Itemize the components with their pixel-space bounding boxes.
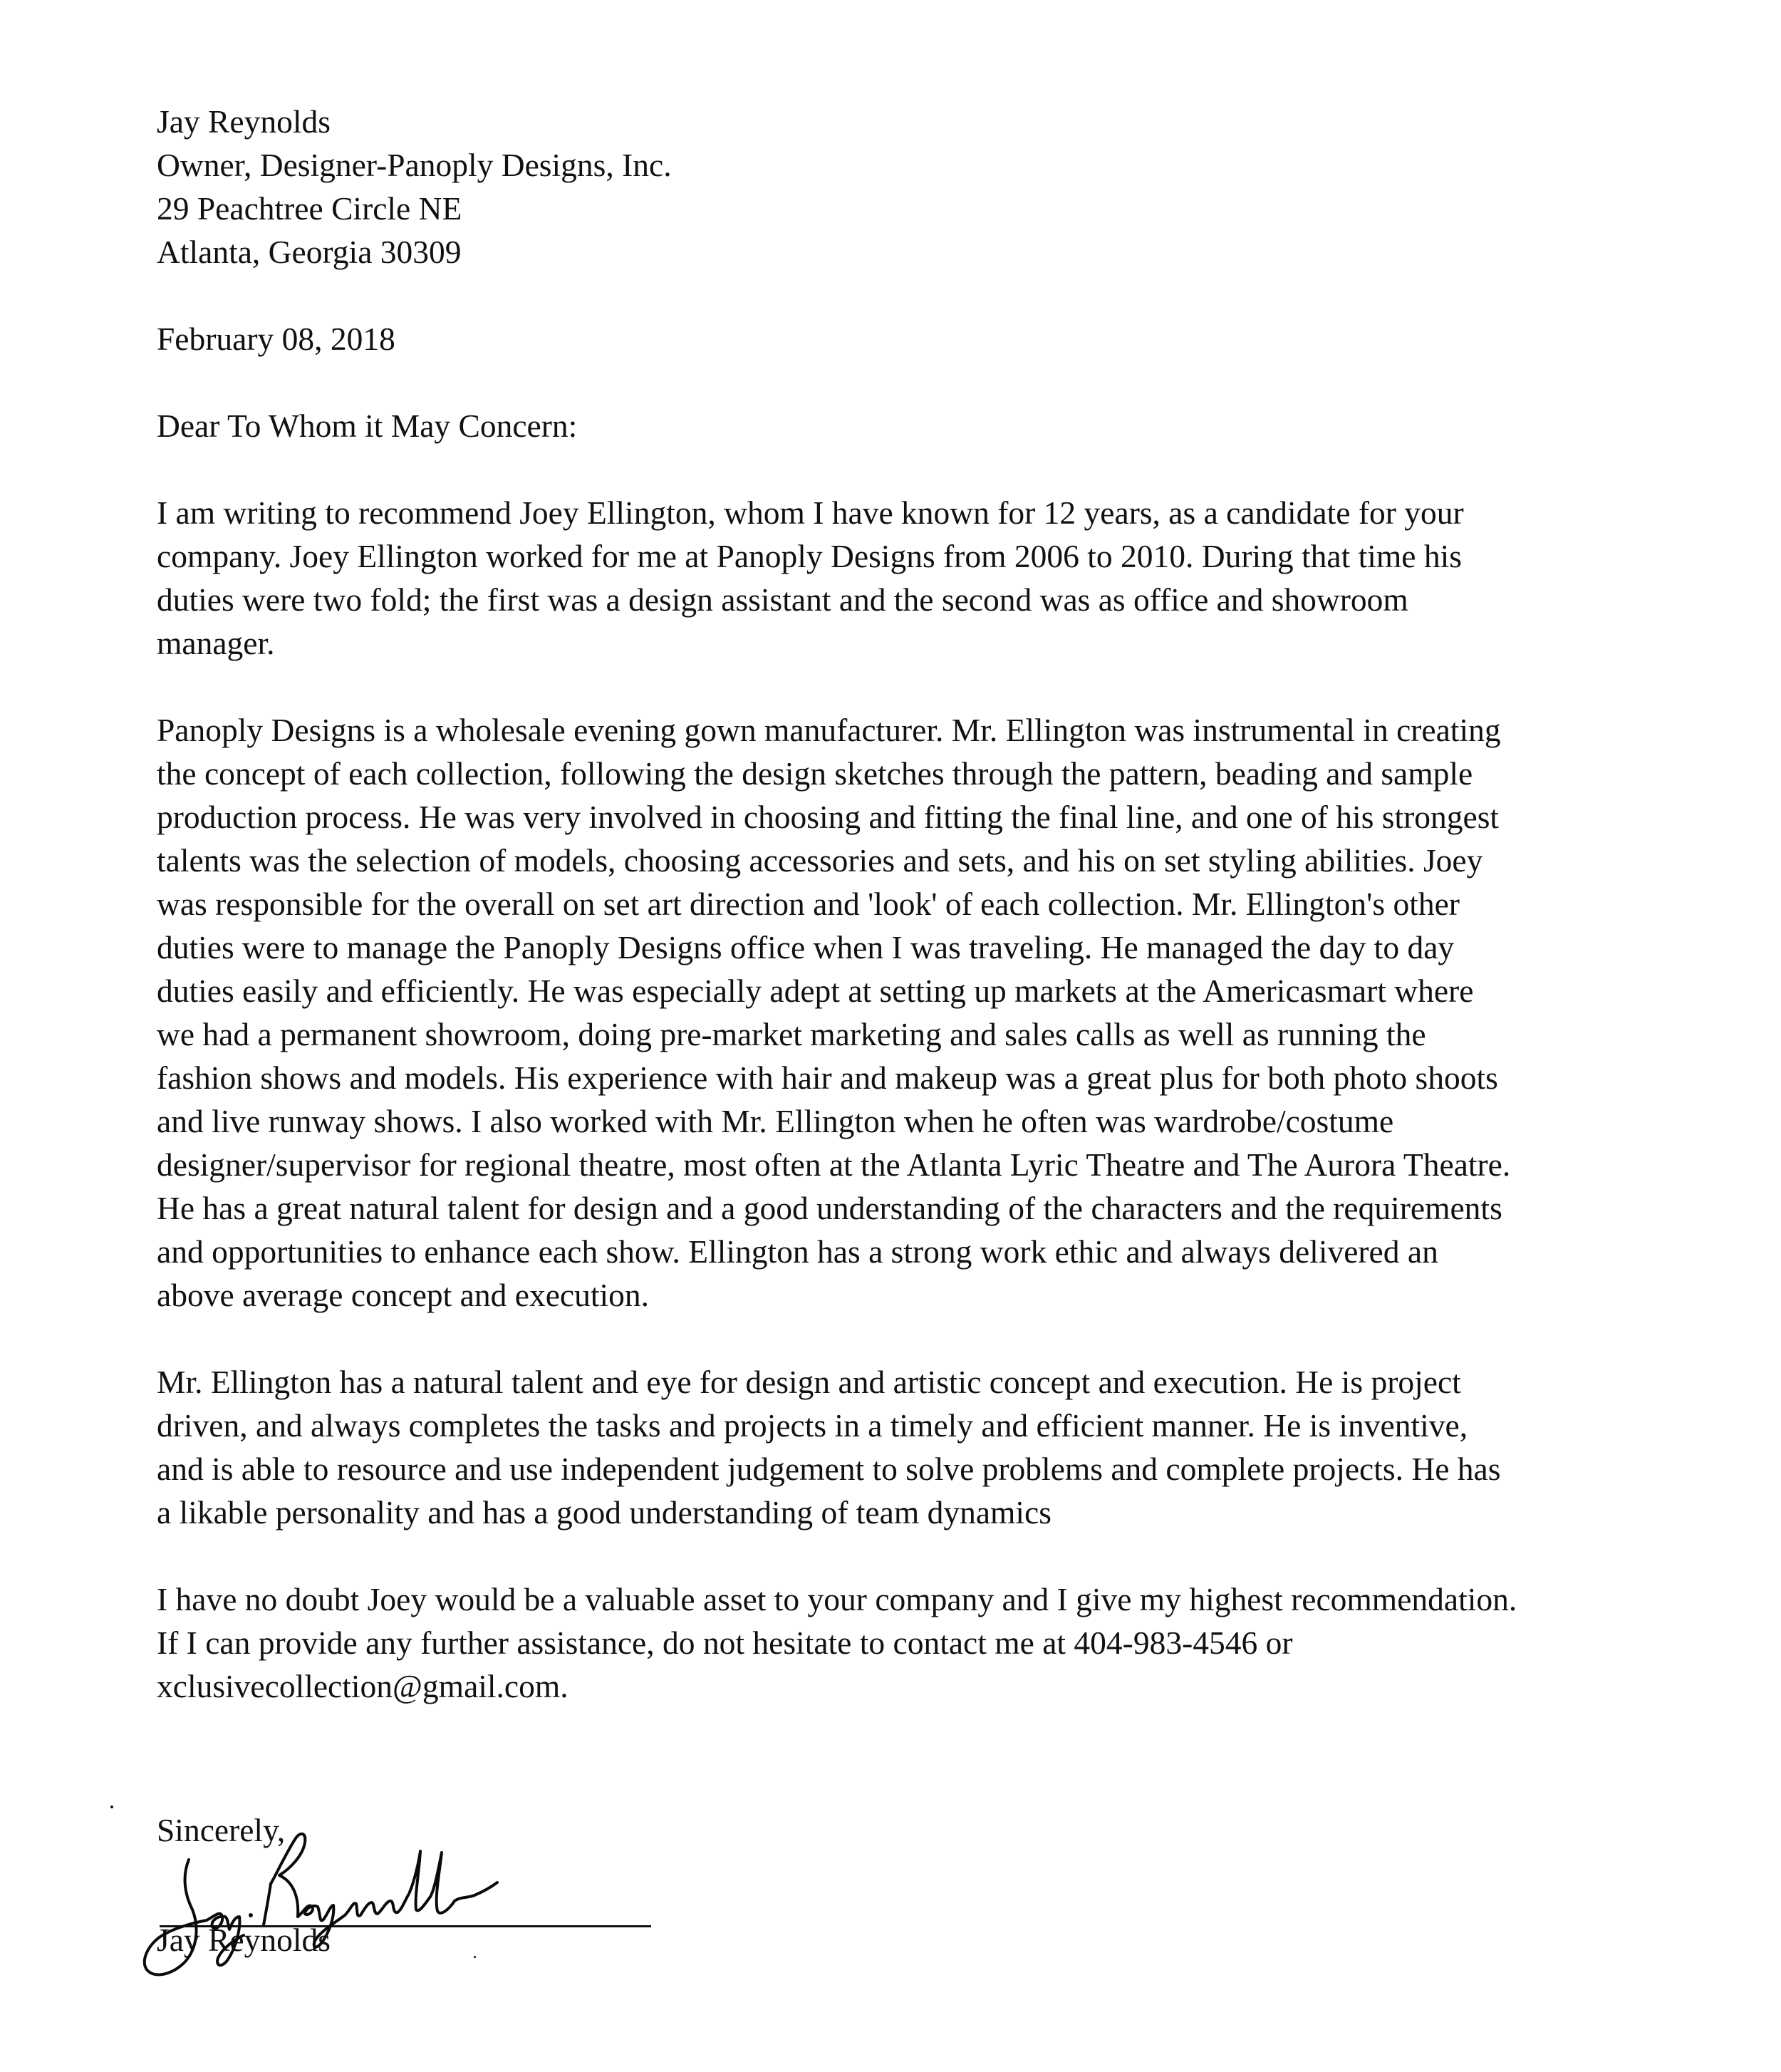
paragraph-line: I am writing to recommend Joey Ellington, whom I have known for 12 years, as a candidate for your bbox=[157, 494, 1464, 531]
paragraph-line: and live runway shows. I also worked with Mr. Ellington when he often was wardrobe/costume bbox=[157, 1103, 1394, 1139]
paragraph-3 bbox=[157, 1360, 1639, 1534]
sender-block bbox=[157, 100, 1639, 274]
paragraph-line: driven, and always completes the tasks and projects in a timely and efficient manner. He is inventive, bbox=[157, 1407, 1468, 1444]
paragraph-line: duties were two fold; the first was a design assistant and the second was as office and showroom bbox=[157, 581, 1408, 618]
stray-dot bbox=[110, 1806, 113, 1808]
paragraph-line: talents was the selection of models, choosing accessories and sets, and his on set styling abilities. Joey bbox=[157, 842, 1483, 879]
paragraph-2 bbox=[157, 708, 1639, 1317]
paragraph-line: and is able to resource and use independent judgement to solve problems and complete projects. He has bbox=[157, 1451, 1501, 1487]
paragraph-line: If I can provide any further assistance, do not hesitate to contact me at 404-983-4546 or bbox=[157, 1625, 1293, 1661]
paragraph-line: fashion shows and models. His experience with hair and makeup was a great plus for both photo shoots bbox=[157, 1060, 1498, 1096]
paragraph-line: was responsible for the overall on set art direction and 'look' of each collection. Mr. Ellington's other bbox=[157, 886, 1460, 922]
paragraph-line: designer/supervisor for regional theatre, most often at the Atlanta Lyric Theatre and The Aurora Theatre. bbox=[157, 1146, 1511, 1183]
paragraph-line: we had a permanent showroom, doing pre-market marketing and sales calls as well as running the bbox=[157, 1016, 1426, 1052]
sender-city: Atlanta, Georgia 30309 bbox=[157, 234, 462, 270]
paragraph-line: and opportunities to enhance each show. Ellington has a strong work ethic and always delivered an bbox=[157, 1233, 1438, 1270]
paragraph-line: above average concept and execution. bbox=[157, 1277, 649, 1313]
paragraph-line: the concept of each collection, following the design sketches through the pattern, beading and sample bbox=[157, 755, 1473, 792]
paragraph-line: He has a great natural talent for design and a good understanding of the characters and the requirements bbox=[157, 1190, 1502, 1226]
salutation: Dear To Whom it May Concern: bbox=[157, 408, 578, 444]
paragraph-line: production process. He was very involved in choosing and fitting the final line, and one of his strongest bbox=[157, 799, 1500, 835]
paragraph-1 bbox=[157, 491, 1639, 665]
letter-date: February 08, 2018 bbox=[157, 321, 395, 357]
paragraph-line: duties easily and efficiently. He was especially adept at setting up markets at the Americasmart where bbox=[157, 973, 1474, 1009]
paragraph-line: Mr. Ellington has a natural talent and eye for design and artistic concept and execution. He is project bbox=[157, 1364, 1461, 1400]
paragraph-line: a likable personality and has a good understanding of team dynamics bbox=[157, 1494, 1052, 1530]
paragraph-line: xclusivecollection@gmail.com. bbox=[157, 1668, 568, 1704]
paragraph-line: manager. bbox=[157, 625, 275, 661]
sender-name: Jay Reynolds bbox=[157, 103, 331, 140]
letter-body bbox=[157, 100, 1639, 1708]
paragraph-line: duties were to manage the Panoply Designs office when I was traveling. He managed the day to day bbox=[157, 929, 1455, 965]
closing: Sincerely, bbox=[157, 1812, 286, 1848]
handwritten-signature bbox=[121, 1810, 520, 1981]
printed-name: Jay Reynolds bbox=[157, 1922, 331, 1958]
sender-street: 29 Peachtree Circle NE bbox=[157, 190, 462, 227]
paragraph-line: company. Joey Ellington worked for me at Panoply Designs from 2006 to 2010. During that time his bbox=[157, 538, 1462, 574]
paragraph-4 bbox=[157, 1578, 1639, 1708]
sender-title: Owner, Designer-Panoply Designs, Inc. bbox=[157, 147, 672, 183]
paragraph-line: I have no doubt Joey would be a valuable asset to your company and I give my highest recommendation. bbox=[157, 1581, 1517, 1617]
paragraph-line: Panoply Designs is a wholesale evening gown manufacturer. Mr. Ellington was instrumental in creating bbox=[157, 712, 1501, 748]
